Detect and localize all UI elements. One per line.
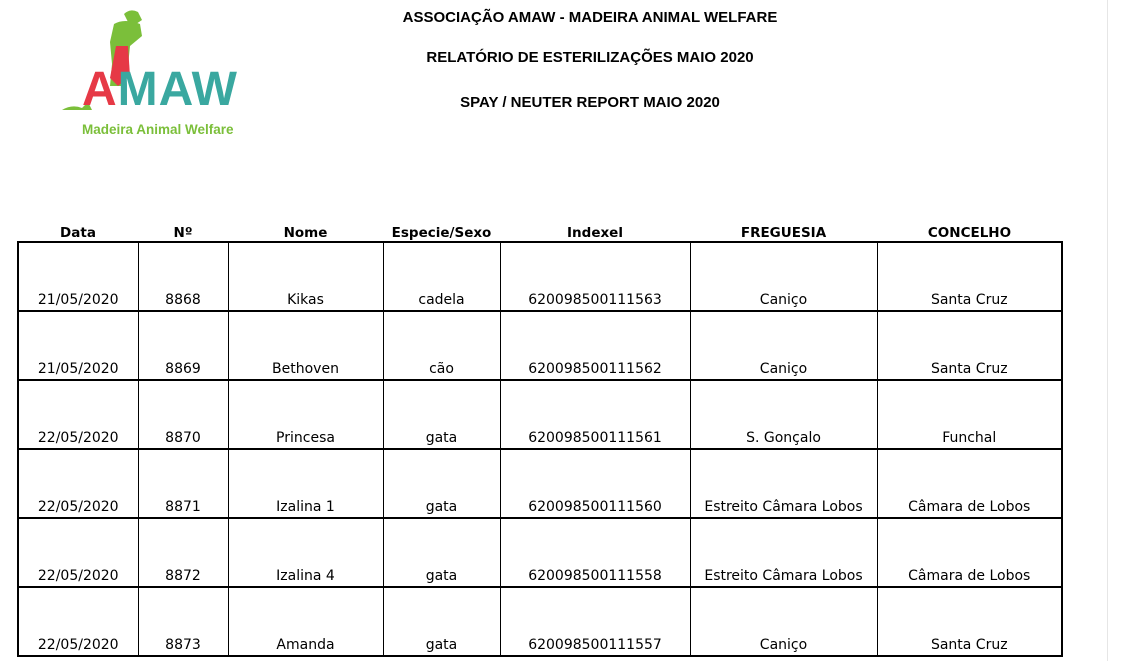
date-cell: 22/05/2020: [18, 449, 138, 518]
column-header-nome: Nome: [228, 222, 383, 242]
table-header-row: [18, 222, 1062, 242]
date-cell: 22/05/2020: [18, 587, 138, 656]
number-cell: 8872: [138, 518, 228, 587]
table-row: [18, 311, 1062, 380]
parish-cell: Caniço: [690, 242, 877, 311]
table-row: [18, 449, 1062, 518]
parish-cell: Caniço: [690, 311, 877, 380]
number-cell: 8870: [138, 380, 228, 449]
species-sex-cell: gata: [383, 449, 500, 518]
species-sex-cell: cadela: [383, 242, 500, 311]
name-cell: Amanda: [228, 587, 383, 656]
column-header-data: Data: [18, 222, 138, 242]
table-row: [18, 380, 1062, 449]
name-cell: Izalina 1: [228, 449, 383, 518]
municipality-cell: Câmara de Lobos: [877, 449, 1062, 518]
species-sex-cell: cão: [383, 311, 500, 380]
parish-cell: Caniço: [690, 587, 877, 656]
indexel-cell: 620098500111562: [500, 311, 690, 380]
date-cell: 22/05/2020: [18, 518, 138, 587]
page-edge-divider: [1107, 0, 1108, 661]
name-cell: Izalina 4: [228, 518, 383, 587]
species-sex-cell: gata: [383, 518, 500, 587]
table-row: [18, 518, 1062, 587]
table-row: [18, 242, 1062, 311]
number-cell: 8873: [138, 587, 228, 656]
table-row: [18, 587, 1062, 656]
number-cell: 8869: [138, 311, 228, 380]
municipality-cell: Santa Cruz: [877, 587, 1062, 656]
sterilization-table: [17, 222, 1063, 657]
parish-cell: Estreito Câmara Lobos: [690, 518, 877, 587]
report-title-english: SPAY / NEUTER REPORT MAIO 2020: [460, 94, 720, 111]
report-title-association: ASSOCIAÇÃO AMAW - MADEIRA ANIMAL WELFARE: [402, 9, 778, 26]
municipality-cell: Santa Cruz: [877, 242, 1062, 311]
municipality-cell: Funchal: [877, 380, 1062, 449]
indexel-cell: 620098500111558: [500, 518, 690, 587]
date-cell: 22/05/2020: [18, 380, 138, 449]
column-header-freguesia: FREGUESIA: [690, 222, 877, 242]
column-header-concelho: CONCELHO: [877, 222, 1062, 242]
indexel-cell: 620098500111560: [500, 449, 690, 518]
logo-wordmark: AMAW: [82, 63, 238, 116]
indexel-cell: 620098500111557: [500, 587, 690, 656]
name-cell: Princesa: [228, 380, 383, 449]
indexel-cell: 620098500111561: [500, 380, 690, 449]
date-cell: 21/05/2020: [18, 311, 138, 380]
species-sex-cell: gata: [383, 587, 500, 656]
municipality-cell: Câmara de Lobos: [877, 518, 1062, 587]
parish-cell: S. Gonçalo: [690, 380, 877, 449]
amaw-logo: [58, 6, 248, 141]
report-title-portuguese: RELATÓRIO DE ESTERILIZAÇÕES MAIO 2020: [426, 49, 754, 66]
name-cell: Kikas: [228, 242, 383, 311]
municipality-cell: Santa Cruz: [877, 311, 1062, 380]
indexel-cell: 620098500111563: [500, 242, 690, 311]
column-header-especie-sexo: Especie/Sexo: [383, 222, 500, 242]
logo-subtitle: Madeira Animal Welfare: [82, 122, 234, 137]
species-sex-cell: gata: [383, 380, 500, 449]
number-cell: 8871: [138, 449, 228, 518]
date-cell: 21/05/2020: [18, 242, 138, 311]
number-cell: 8868: [138, 242, 228, 311]
column-header-indexel: Indexel: [500, 222, 690, 242]
column-header-numero: Nº: [138, 222, 228, 242]
name-cell: Bethoven: [228, 311, 383, 380]
parish-cell: Estreito Câmara Lobos: [690, 449, 877, 518]
